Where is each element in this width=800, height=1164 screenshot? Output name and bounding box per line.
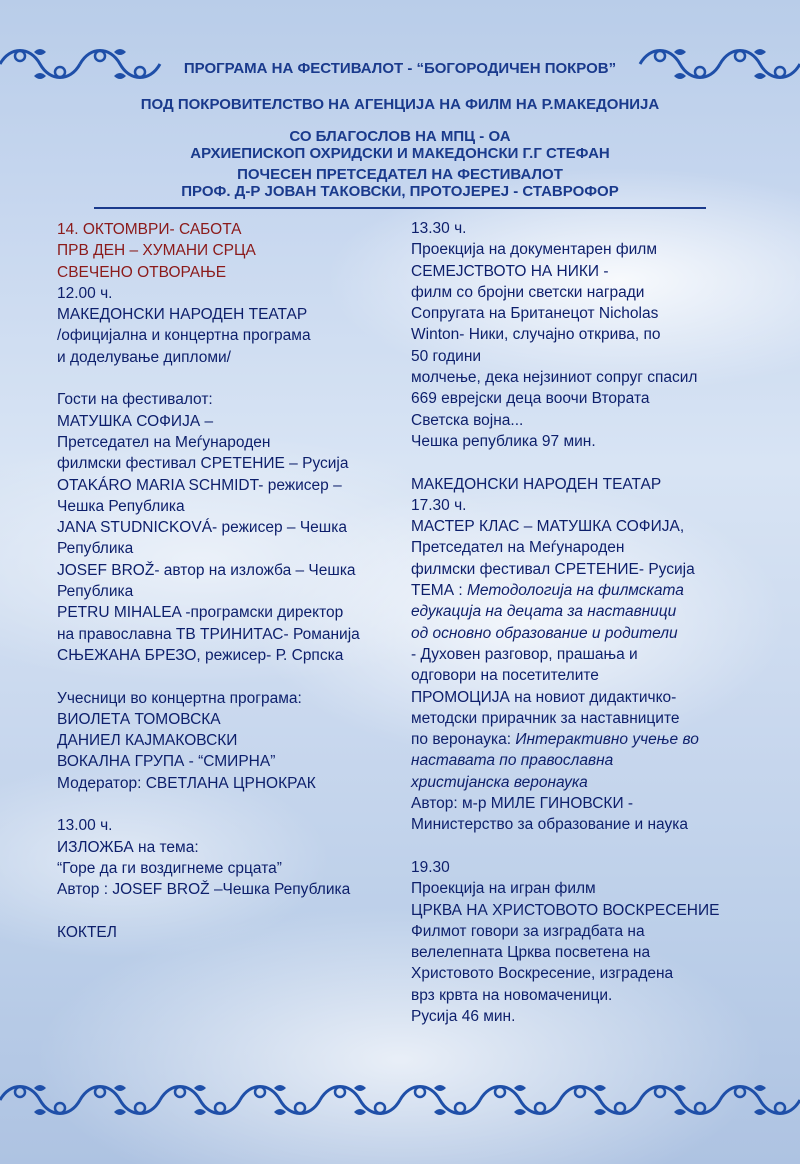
film1-line: 50 години [411,347,482,365]
film2-title: ЦРКВА НА ХРИСТОВОТО ВОСКРЕСЕНИЕ [411,901,720,919]
theme-line: од основно образование и родители [411,624,678,642]
master-class-line: Претседател на Меѓународен [411,539,625,557]
promo-italic: Интерактивно учење во [515,731,699,749]
participant-line: ВОКАЛНА ГРУПА - “СМИРНА” [57,753,276,771]
participants-heading: Учесници во концертна програма: [57,689,302,707]
film1-line: Winton- Ники, случајно открива, по [411,326,661,344]
guest-line: на православна ТВ ТРИНИТАС- Романија [57,625,360,643]
venue-theatre: МАКЕДОНСКИ НАРОДЕН ТЕАТАР [57,306,308,324]
honorary-line-2: ПРОФ. Д-Р ЈОВАН ТАКОВСКИ, ПРОТОЈЕРЕЈ - СТАВРОФОР [181,183,619,200]
film1-line: филм со бројни светски награди [411,283,645,301]
author-line: Министерство за образование и наука [411,816,688,834]
film2-line: врз крвта на новомаченици. [411,986,613,1004]
patronage-line: ПОД ПОКРОВИТЕЛСТВО НА АГЕНЦИЈА НА ФИЛМ НА Р.МАКЕДОНИЈА [140,96,660,113]
guest-line: OTAKÁRO MARIA SCHMIDT- режисер – [57,476,342,494]
film1-line: Чешка република 97 мин. [411,432,596,450]
exhibition-author: Автор : JOSEF BROŽ –Чешка Република [57,881,351,899]
film1-line: 669 еврејски деца воочи Втората [411,390,650,408]
guest-line: JANA STUDNICKOVÁ- режисер – Чешка [57,519,347,537]
film1-title: СЕМЕЈСТВОТО НА НИКИ - [411,262,609,280]
exhibition-title: “Горе да ги воздигнеме срцата” [57,859,282,877]
guest-line: JOSEF BROŽ- автор на изложба – Чешка [57,561,356,579]
promo-line: ПРОМОЦИЈА на новиот дидактичко- [411,688,677,706]
ornament-icon [0,1078,800,1122]
header-divider [94,207,706,209]
blessing-line-1: СО БЛАГОСЛОВ НА МПЦ - ОА [289,128,511,145]
theme-label: ТЕМА : [411,582,467,600]
venue-theatre-right: МАКЕДОНСКИ НАРОДЕН ТЕАТАР [411,475,662,493]
film2-line: Христовото Воскресение, изградена [411,965,674,983]
author-line: Автор: м-р МИЛЕ ГИНОВСКИ - [411,795,634,813]
time-1730: 17.30 ч. [411,496,467,514]
participant-line: ДАНИЕЛ КАЈМАКОВСКИ [57,732,238,750]
day-title: ПРВ ДЕН – ХУМАНИ СРЦА [57,242,256,260]
guests-heading: Гости на фестивалот: [57,391,213,409]
film2-intro: Проекција на игран филм [411,880,596,898]
promo-line: методски прирачник за наставниците [411,709,680,727]
theme-line: едукација на децата за наставници [411,603,677,621]
participant-line: ВИОЛЕТА ТОМОВСКА [57,710,221,728]
honorary-block [100,166,700,200]
film1-line: молчење, дека нејзиниот сопруг спасил [411,369,698,387]
film1-intro: Проекција на документарен филм [411,241,657,259]
film2-line: Русија 46 мин. [411,1007,516,1025]
promo-line [411,729,771,750]
cocktail-line: КОКТЕЛ [57,923,117,941]
guest-line: PETRU MIHALEA -програмски директор [57,604,344,622]
master-class-line: филмски фестивал СРЕТЕНИЕ- Русија [411,560,695,578]
program-line-2: и доделување дипломи/ [57,348,231,366]
time-1330: 13.30 ч. [411,220,467,237]
blessing-block [100,128,700,162]
time-1200: 12.00 ч. [57,284,113,302]
exhibition-line: ИЗЛОЖБА на тема: [57,838,199,856]
promo-label: по веронаука: [411,731,516,749]
festival-title: ПРОГРАМА НА ФЕСТИВАЛОТ - “БОГОРОДИЧЕН ПОКРОВ” [183,60,617,77]
master-class-line: МАСТЕР КЛАС – МАТУШКА СОФИЈА, [411,518,685,536]
day-opening: СВЕЧЕНО ОТВОРАЊЕ [57,263,227,281]
film1-line: Светска војна... [411,411,524,429]
talk-line: одговори на посетителите [411,667,599,685]
time-1300: 13.00 ч. [57,817,113,835]
guest-line: МАТУШКА СОФИЈА – [57,412,214,430]
film2-line: велелепната Црква посветена на [411,944,651,962]
guest-line: Република [57,583,134,601]
theme-text: Методологија на филмската [466,582,684,600]
film2-line: Филмот говори за изградбата на [411,922,645,940]
theme-line [411,580,771,601]
film1-line: Сопругата на Британецот Nicholas [411,305,659,323]
guest-line: Претседател на Меѓународен [57,433,271,451]
time-1930: 19.30 [411,858,450,876]
promo-line: наставата по православна [411,752,614,770]
day-date: 14. ОКТОМВРИ- САБОТА [57,221,242,238]
talk-line: - Духовен разговор, прашања и [411,645,638,663]
honorary-line-1: ПОЧЕСЕН ПРЕТСЕДАТЕЛ НА ФЕСТИВАЛОТ [237,166,563,183]
program-line-1: /официјална и концертна програма [57,327,311,345]
left-column [57,219,397,943]
blessing-line-2: АРХИЕПИСКОП ОХРИДСКИ И МАКЕДОНСКИ Г.Г СТЕФАН [190,145,610,162]
right-column [411,218,771,1027]
guest-line: Република [57,540,134,558]
guest-line: филмски фестивал СРЕТЕНИЕ – Русија [57,455,349,473]
promo-line: христијанска веронаука [411,773,588,791]
guest-line: СЊЕЖАНА БРЕЗО, режисер- Р. Српска [57,646,344,664]
guest-line: Чешка Република [57,497,185,515]
bottom-ornament-border [0,1078,800,1122]
moderator-line: Модератор: СВЕТЛАНА ЦРНОКРАК [57,774,316,792]
